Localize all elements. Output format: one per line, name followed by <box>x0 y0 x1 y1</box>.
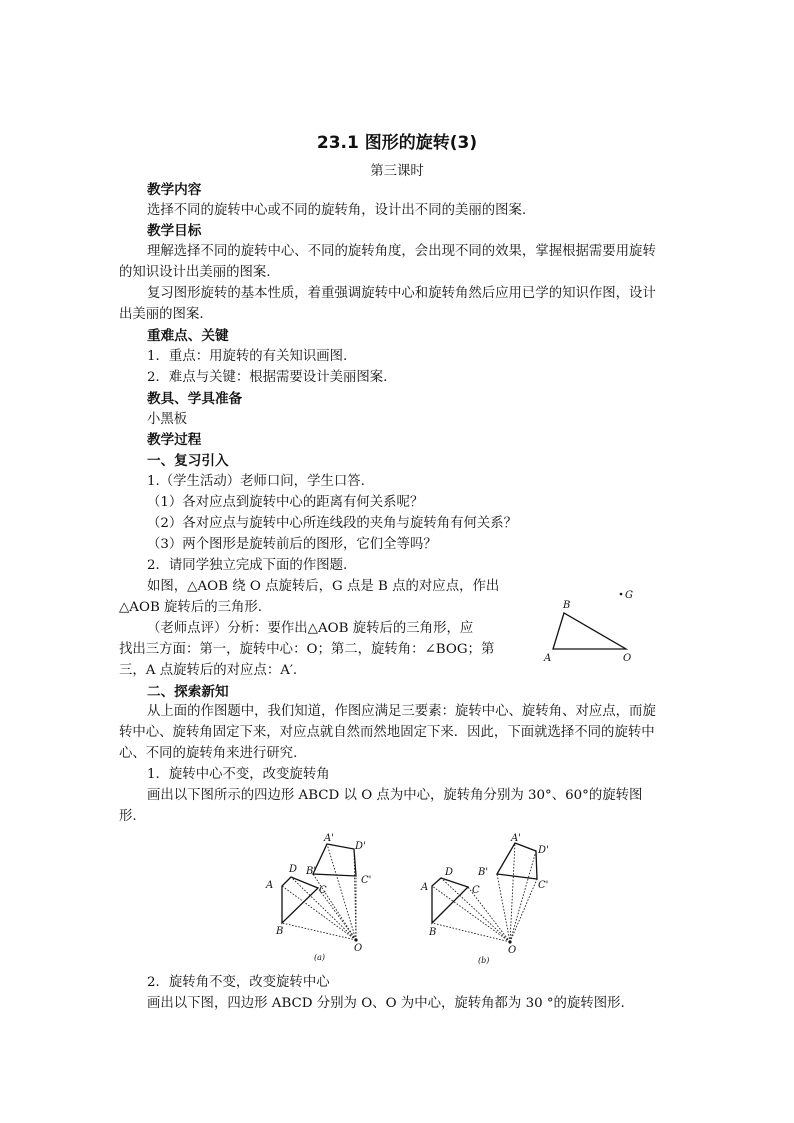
case-1-heading: 1．旋转中心不变，改变旋转角 <box>147 767 330 782</box>
label-d: D <box>289 864 298 875</box>
key-point-2: 2．难点与关键：根据需要设计美丽图案. <box>147 370 388 385</box>
review-item-1: 1.（学生活动）老师口问，学生口答. <box>147 474 365 489</box>
comment-line-1: （老师点评）分析：要作出△AOB 旋转后的三角形，应 <box>147 621 474 636</box>
quad-abcd <box>432 878 468 923</box>
goal-paragraph-1-line-2: 的知识设计出美丽的图案. <box>119 265 271 280</box>
label-c: C <box>472 885 480 896</box>
label-d-prime: D' <box>538 845 549 856</box>
review-item-2: 2．请同学独立完成下面的作图题. <box>147 558 348 573</box>
goal-paragraph-2-line-1: 复习图形旋转的基本性质，着重强调旋转中心和旋转角然后应用已学的知识作图，设计 <box>147 286 656 301</box>
ray-oa2 <box>510 843 515 942</box>
quad-abcd-rotated <box>497 843 537 879</box>
task-line-1: 如图，△AOB 绕 O 点旋转后，G 点是 B 点的对应点，作出 <box>147 579 500 594</box>
label-b: B <box>563 600 571 611</box>
label-b: B <box>429 927 437 938</box>
figure-caption-b: (b) <box>478 956 490 965</box>
explore-line-1: 从上面的作图题中，我们知道，作图应满足三要素：旋转中心、旋转角、对应点，而旋 <box>147 704 656 719</box>
content-heading: 教学内容 <box>147 182 202 198</box>
review-question-1: （1）各对应点到旋转中心的距离有何关系呢？ <box>147 495 424 510</box>
ray-ob <box>432 923 510 942</box>
case-2-line-1: 画出以下图，四边形 ABCD 分别为 O、O 为中心，旋转角都为 30 °的旋转图形. <box>147 996 625 1011</box>
label-d-prime: D' <box>355 841 366 852</box>
page-title: 23.1 图形的旋转(3) <box>316 133 478 153</box>
review-question-2: （2）各对应点与旋转中心所连线段的夹角与旋转角有何关系？ <box>147 516 518 531</box>
process-heading: 教学过程 <box>147 432 202 448</box>
case-1-line-2: 形. <box>119 809 137 824</box>
tools-heading: 教具、学具准备 <box>147 391 243 407</box>
case-2-heading: 2．旋转角不变，改变旋转中心 <box>147 975 330 990</box>
explore-heading: 二、探索新知 <box>147 684 229 700</box>
label-c: C <box>319 885 327 896</box>
review-question-3: （3）两个图形是旋转前后的图形，它们全等吗？ <box>147 537 437 552</box>
ray-ob2 <box>313 874 356 940</box>
label-a: A <box>421 882 429 893</box>
center-o <box>354 938 357 941</box>
point-g <box>620 593 623 596</box>
key-point-1: 1．重点：用旋转的有关知识画图. <box>147 349 348 364</box>
label-g: G <box>625 590 633 601</box>
label-c-prime: C' <box>538 880 549 891</box>
page-subtitle: 第三课时 <box>370 164 424 179</box>
tools-text: 小黑板 <box>147 412 188 427</box>
label-a-prime: A' <box>324 833 334 844</box>
goal-paragraph-2-line-2: 出美丽的图案. <box>119 307 204 322</box>
label-o: O <box>623 653 632 664</box>
label-c-prime: C' <box>361 875 372 886</box>
rotation-figure-b <box>410 830 555 970</box>
rotation-figure-a <box>262 830 387 965</box>
explore-line-3: 心、不同的旋转角来进行研究. <box>119 746 298 761</box>
label-d: D <box>445 867 454 878</box>
label-b-prime: B' <box>478 867 489 878</box>
center-o <box>508 940 511 943</box>
label-o: O <box>508 945 517 956</box>
comment-line-3: 三，A 点旋转后的对应点：A′. <box>119 663 298 678</box>
label-a: A <box>266 880 274 891</box>
label-a: A <box>544 653 552 664</box>
content-text: 选择不同的旋转中心或不同的旋转角，设计出不同的美丽的图案. <box>147 203 527 218</box>
label-a-prime: A' <box>511 833 521 844</box>
quad-abcd-rotated <box>313 844 356 876</box>
task-line-2: △AOB 旋转后的三角形. <box>119 600 263 615</box>
label-o: O <box>354 943 363 954</box>
ray-oc2 <box>510 879 537 942</box>
label-b-prime: B' <box>306 866 317 877</box>
goal-paragraph-1-line-1: 理解选择不同的旋转中心、不同的旋转角度，会出现不同的效果，掌握根据需要用旋转 <box>147 244 656 259</box>
quad-abcd <box>282 877 318 923</box>
triangle-figure <box>538 584 648 666</box>
review-heading: 一、复习引入 <box>147 453 229 469</box>
ray-oa <box>432 886 510 942</box>
label-b: B <box>276 926 284 937</box>
key-heading: 重难点、关键 <box>147 328 229 344</box>
triangle-aob <box>553 613 626 649</box>
comment-line-2: 找出三方面：第一，旋转中心：O；第二，旋转角：∠BOG；第 <box>119 642 495 657</box>
explore-line-2: 转中心、旋转角固定下来，对应点就自然而然地固定下来．因此，下面就选择不同的旋转中 <box>119 725 655 740</box>
figure-caption-a: (a) <box>314 953 326 962</box>
goal-heading: 教学目标 <box>147 223 202 239</box>
case-1-line-1: 画出以下图所示的四边形 ABCD 以 O 点为中心，旋转角分别为 30°、60°的旋转图 <box>147 788 643 803</box>
ray-ob2 <box>497 874 510 942</box>
